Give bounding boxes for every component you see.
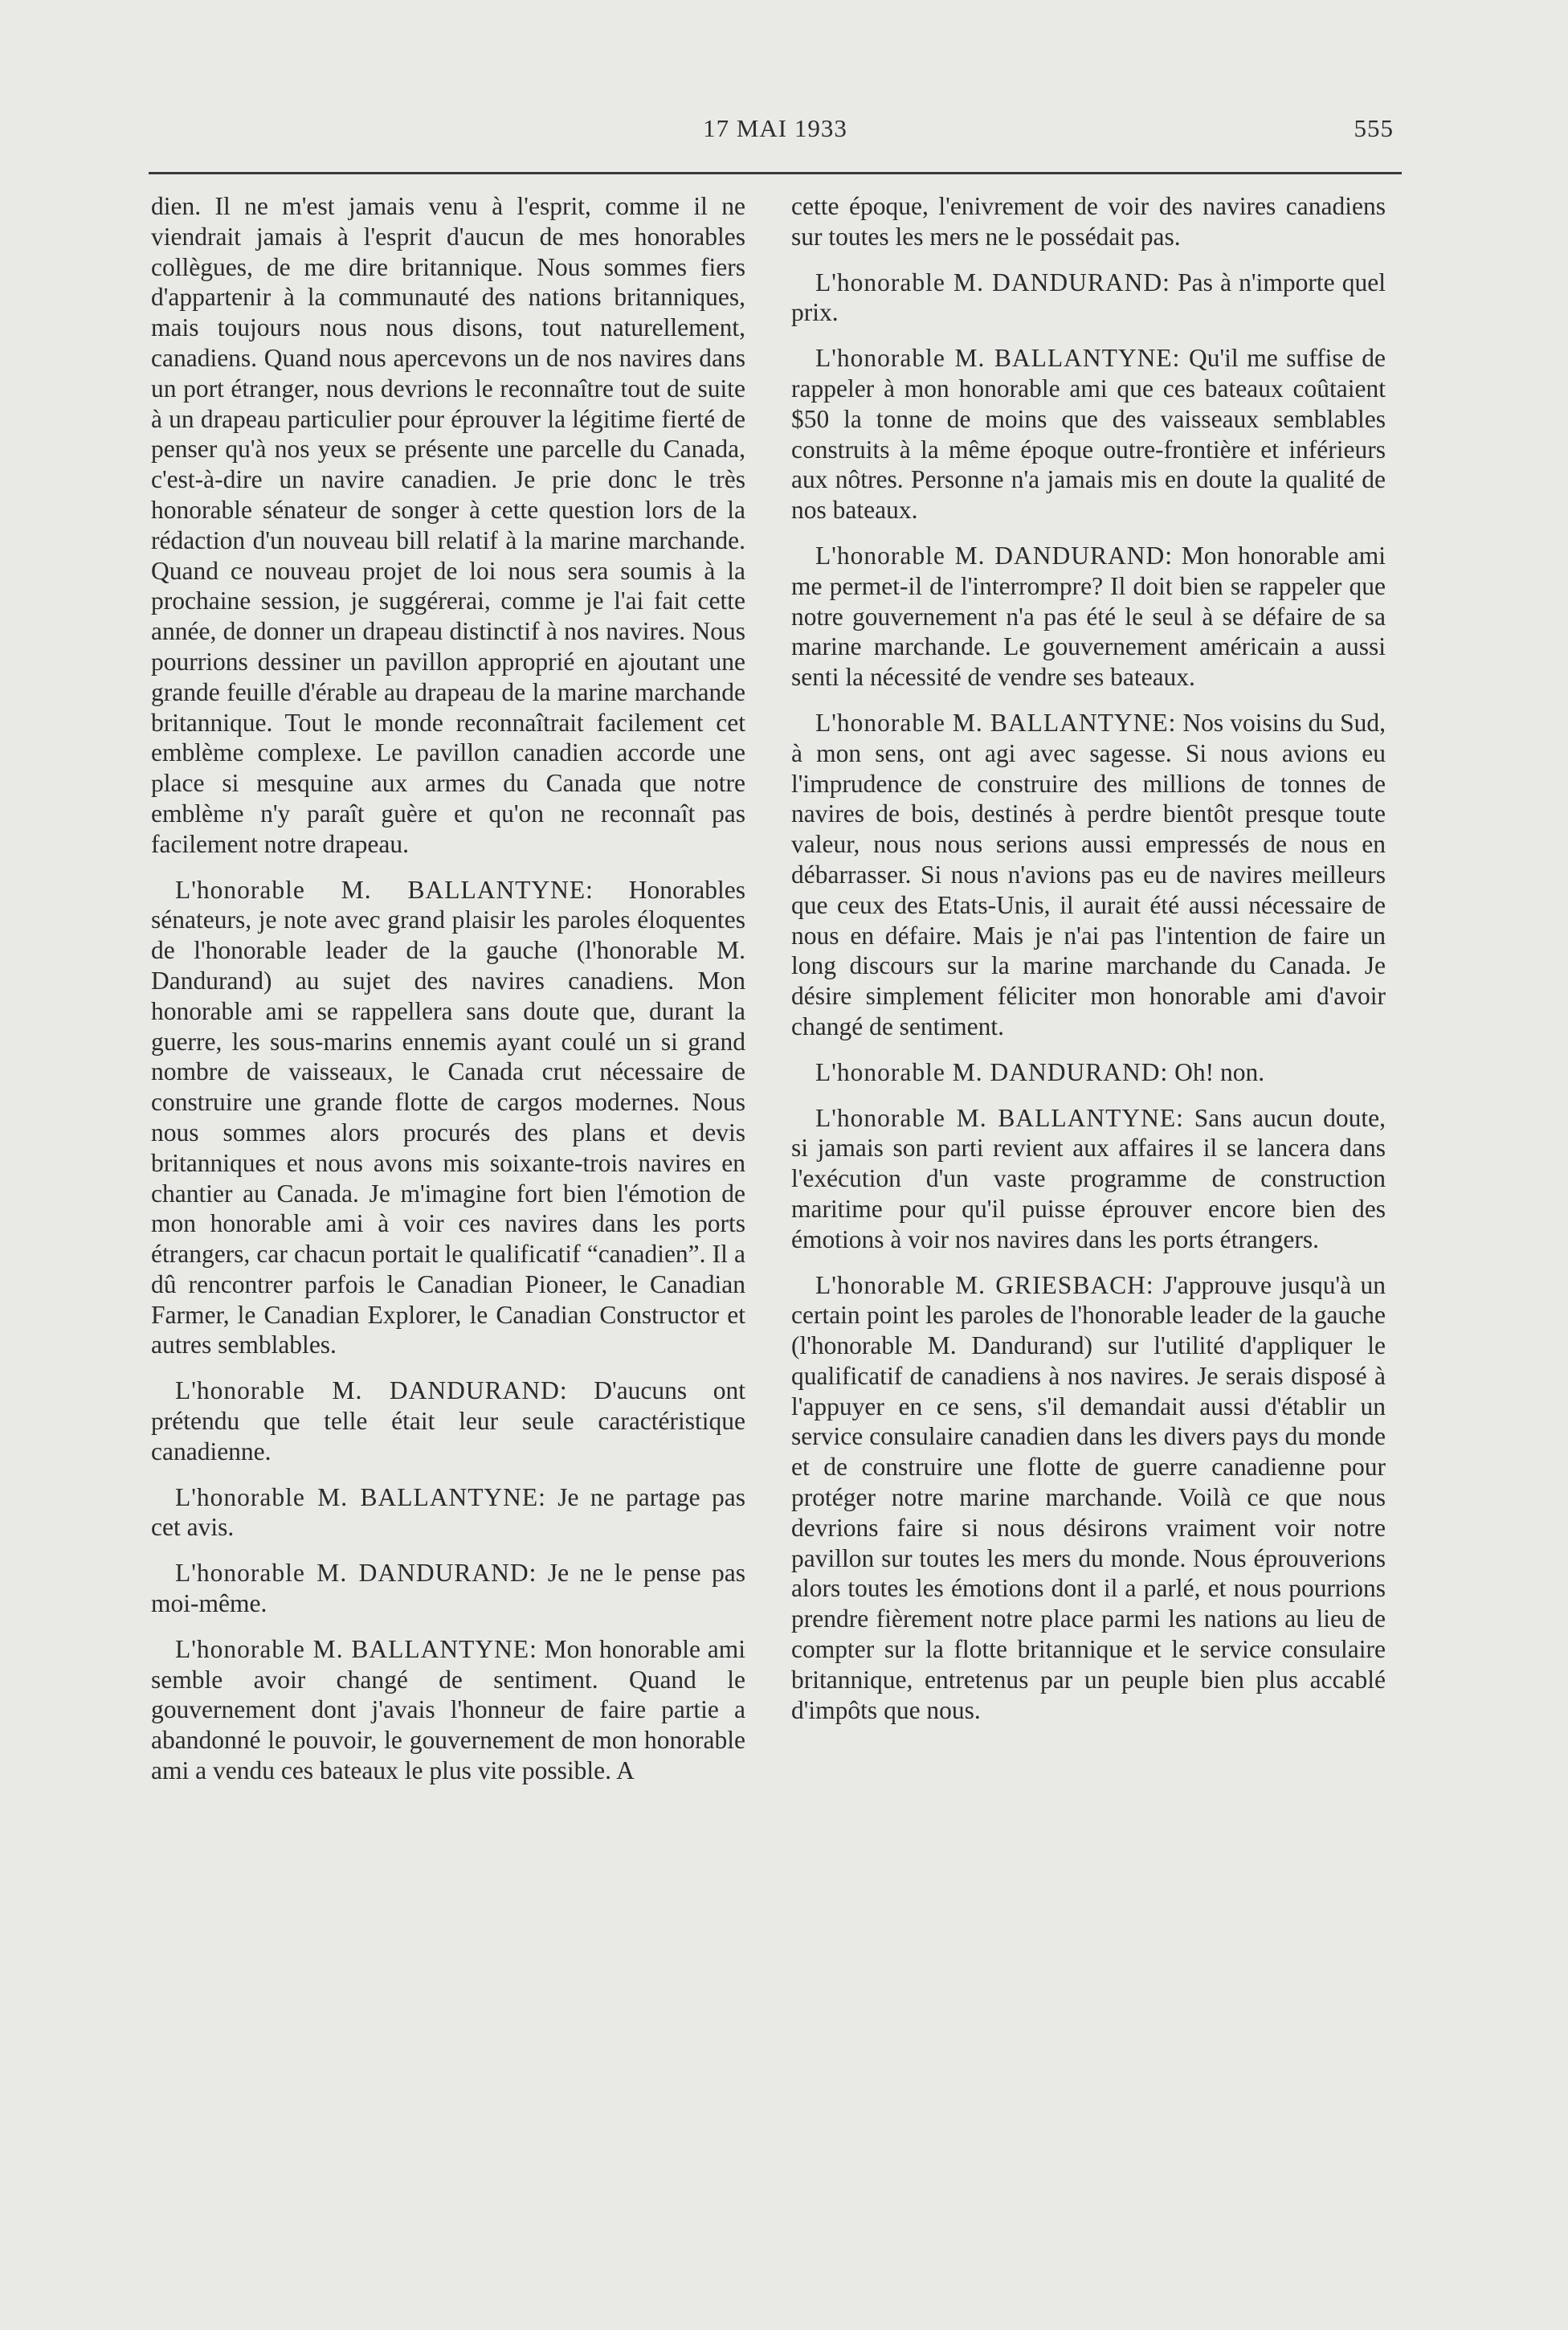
speech-paragraph: L'honorable M. DANDURAND: Oh! non.	[815, 1057, 1265, 1086]
speech-paragraph: L'honorable M. BALLANTYNE: Qu'il me suffise de rappeler à mon honorable ami que ces bateaux coûtaient $50 la tonne de moins que des vaisseaux semblables construits à la même époque outre-frontière et inférieurs aux nôtres. Personne n'a jamais mis en doute la qualité de nos bateaux.	[791, 344, 1386, 525]
speaker-name: L'honorable M. DANDURAND:	[815, 268, 1170, 296]
speech-paragraph: L'honorable M. BALLANTYNE: Mon honorable ami semble avoir changé de sentiment. Quand le gouvernement dont j'avais l'honneur de faire partie a abandonné le pouvoir, le gouvernement de mon honorable ami a vendu ces bateaux le plus vite possible. A	[151, 1634, 745, 1785]
speech-paragraph: L'honorable M. BALLANTYNE: Honorables sénateurs, je note avec grand plaisir les paroles éloquentes de l'honorable leader de la gauche (l'honorable M. Dandurand) au sujet des navires canadiens. Mon honorable ami se rappellera sans doute que, durant la guerre, les sous-marins ennemis ayant coulé un si grand nombre de vaisseaux, le Canada crut nécessaire de construire une grande flotte de cargos modernes. Nous nous sommes alors procurés des plans et devis britanniques et nous avons mis soixante-trois navires en chantier au Canada. Je m'imagine fort bien l'émotion de mon honorable ami à voir ces navires dans les ports étrangers, car chacun portait le qualificatif “canadien”. Il a dû rencontrer parfois le Canadian Pioneer, le Canadian Farmer, le Canadian Explorer, le Canadian Constructor et autres semblables.	[151, 875, 745, 1359]
speaker-name: L'honorable M. BALLANTYNE:	[815, 344, 1181, 373]
paragraph: dien. Il ne m'est jamais venu à l'esprit, comme il ne viendrait jamais à l'esprit d'aucun de mes honorables collègues, de me dire britannique. Nous sommes fiers d'appartenir à la communauté des nations britanniques, mais toujours nous nous disons, tout naturellement, canadiens. Quand nous apercevons un de nos navires dans un port étranger, nous devrions le reconnaître tout de suite à un drapeau particulier pour éprouver la légitime fierté de penser qu'à nos yeux se présente une parcelle du Canada, c'est-à-dire un navire canadien. Je prie donc le très honorable sénateur de songer à cette question lors de la rédaction d'un nouveau bill relatif à la marine marchande. Quand ce nouveau projet de loi nous sera soumis à la prochaine session, je suggérerai, comme je l'ai fait cette année, de donner un drapeau distinctif à nos navires. Nous pourrions dessiner un pavillon approprié en ajoutant une grande feuille d'érable au drapeau de la marine marchande britannique. Tout le monde reconnaîtrait facilement cet emblème complexe. Le pavillon canadien accorde une place si mesquine aux armes du Canada que notre emblème n'y paraît guère et qu'on ne reconnaît pas facilement notre drapeau.	[151, 192, 745, 858]
header-date: 17 MAI 1933	[703, 114, 847, 142]
speech-paragraph: L'honorable M. BALLANTYNE: Je ne partage pas cet avis.	[151, 1482, 745, 1542]
speaker-name: L'honorable M. DANDURAND:	[175, 1376, 568, 1405]
speech-paragraph: L'honorable M. DANDURAND: Je ne le pense pas moi-même.	[151, 1559, 745, 1618]
speaker-name: L'honorable M. BALLANTYNE:	[175, 875, 594, 904]
speaker-name: L'honorable M. BALLANTYNE:	[175, 1482, 546, 1511]
speaker-name: L'honorable M. BALLANTYNE:	[175, 1634, 537, 1663]
speech-paragraph: L'honorable M. BALLANTYNE: Nos voisins du Sud, à mon sens, ont agi avec sagesse. Si nous avions eu l'imprudence de construire des millions de tonnes de navires de bois, destinés à perdre bientôt presque toute valeur, nous nous serions aussi empressés de nous en débarrasser. Si nous n'avions pas eu de navires meilleurs que ceux des Etats-Unis, il aurait été aussi nécessaire de nous en défaire. Mais je n'ai pas l'intention de faire un long discours sur la marine marchande du Canada. Je désire simplement féliciter mon honorable ami d'avoir changé de sentiment.	[791, 708, 1386, 1040]
speech-paragraph: L'honorable M. BALLANTYNE: Sans aucun doute, si jamais son parti revient aux affaires il se lancera dans l'exécution d'un vaste programme de construction maritime pour qu'il puisse éprouver encore bien des émotions à voir nos navires dans les ports étrangers.	[791, 1103, 1386, 1253]
speech-paragraph: L'honorable M. DANDURAND: Pas à n'importe quel prix.	[791, 268, 1386, 327]
header-rule	[149, 172, 1402, 174]
page-header	[149, 114, 1402, 146]
paragraph: cette époque, l'enivrement de voir des navires canadiens sur toutes les mers ne le possédait pas.	[791, 192, 1386, 251]
speaker-name: L'honorable M. BALLANTYNE:	[815, 1103, 1184, 1132]
right-column	[791, 191, 1386, 1740]
page-number: 555	[1354, 114, 1394, 142]
speaker-name: L'honorable M. GRIESBACH:	[815, 1270, 1154, 1299]
speech-paragraph: L'honorable M. DANDURAND: D'aucuns ont prétendu que telle était leur seule caractéristique canadienne.	[151, 1376, 745, 1465]
speaker-name: L'honorable M. BALLANTYNE:	[815, 708, 1177, 737]
speaker-name: L'honorable M. DANDURAND:	[815, 1057, 1169, 1086]
speaker-name: L'honorable M. DANDURAND:	[815, 541, 1174, 570]
speaker-name: L'honorable M. DANDURAND:	[175, 1559, 537, 1588]
speech-paragraph: L'honorable M. GRIESBACH: J'approuve jusqu'à un certain point les paroles de l'honorable leader de la gauche (l'honorable M. Dandurand) sur l'utilité d'appliquer le qualificatif de canadiens à nos navires. Je serais disposé à l'appuyer en ce sens, s'il demandait aussi d'établir un service consulaire canadien dans les divers pays du monde et de construire une flotte de guerre canadienne pour protéger notre marine marchande. Voilà ce que nous devrions faire si nous désirons vraiment voir notre pavillon sur toutes les mers du monde. Nous éprouverions alors toutes les émotions dont il a parlé, et nous pourrions prendre fièrement notre place parmi les nations au lieu de compter sur la flotte britannique et le service consulaire britannique, entretenus par un peuple bien plus accablé d'impôts que nous.	[791, 1270, 1386, 1724]
speech-paragraph: L'honorable M. DANDURAND: Mon honorable ami me permet-il de l'interrompre? Il doit bien se rappeler que notre gouvernement n'a pas été le seul à se défaire de sa marine marchande. Le gouvernement américain a aussi senti la nécessité de vendre ses bateaux.	[791, 541, 1386, 692]
left-column	[151, 191, 745, 1801]
